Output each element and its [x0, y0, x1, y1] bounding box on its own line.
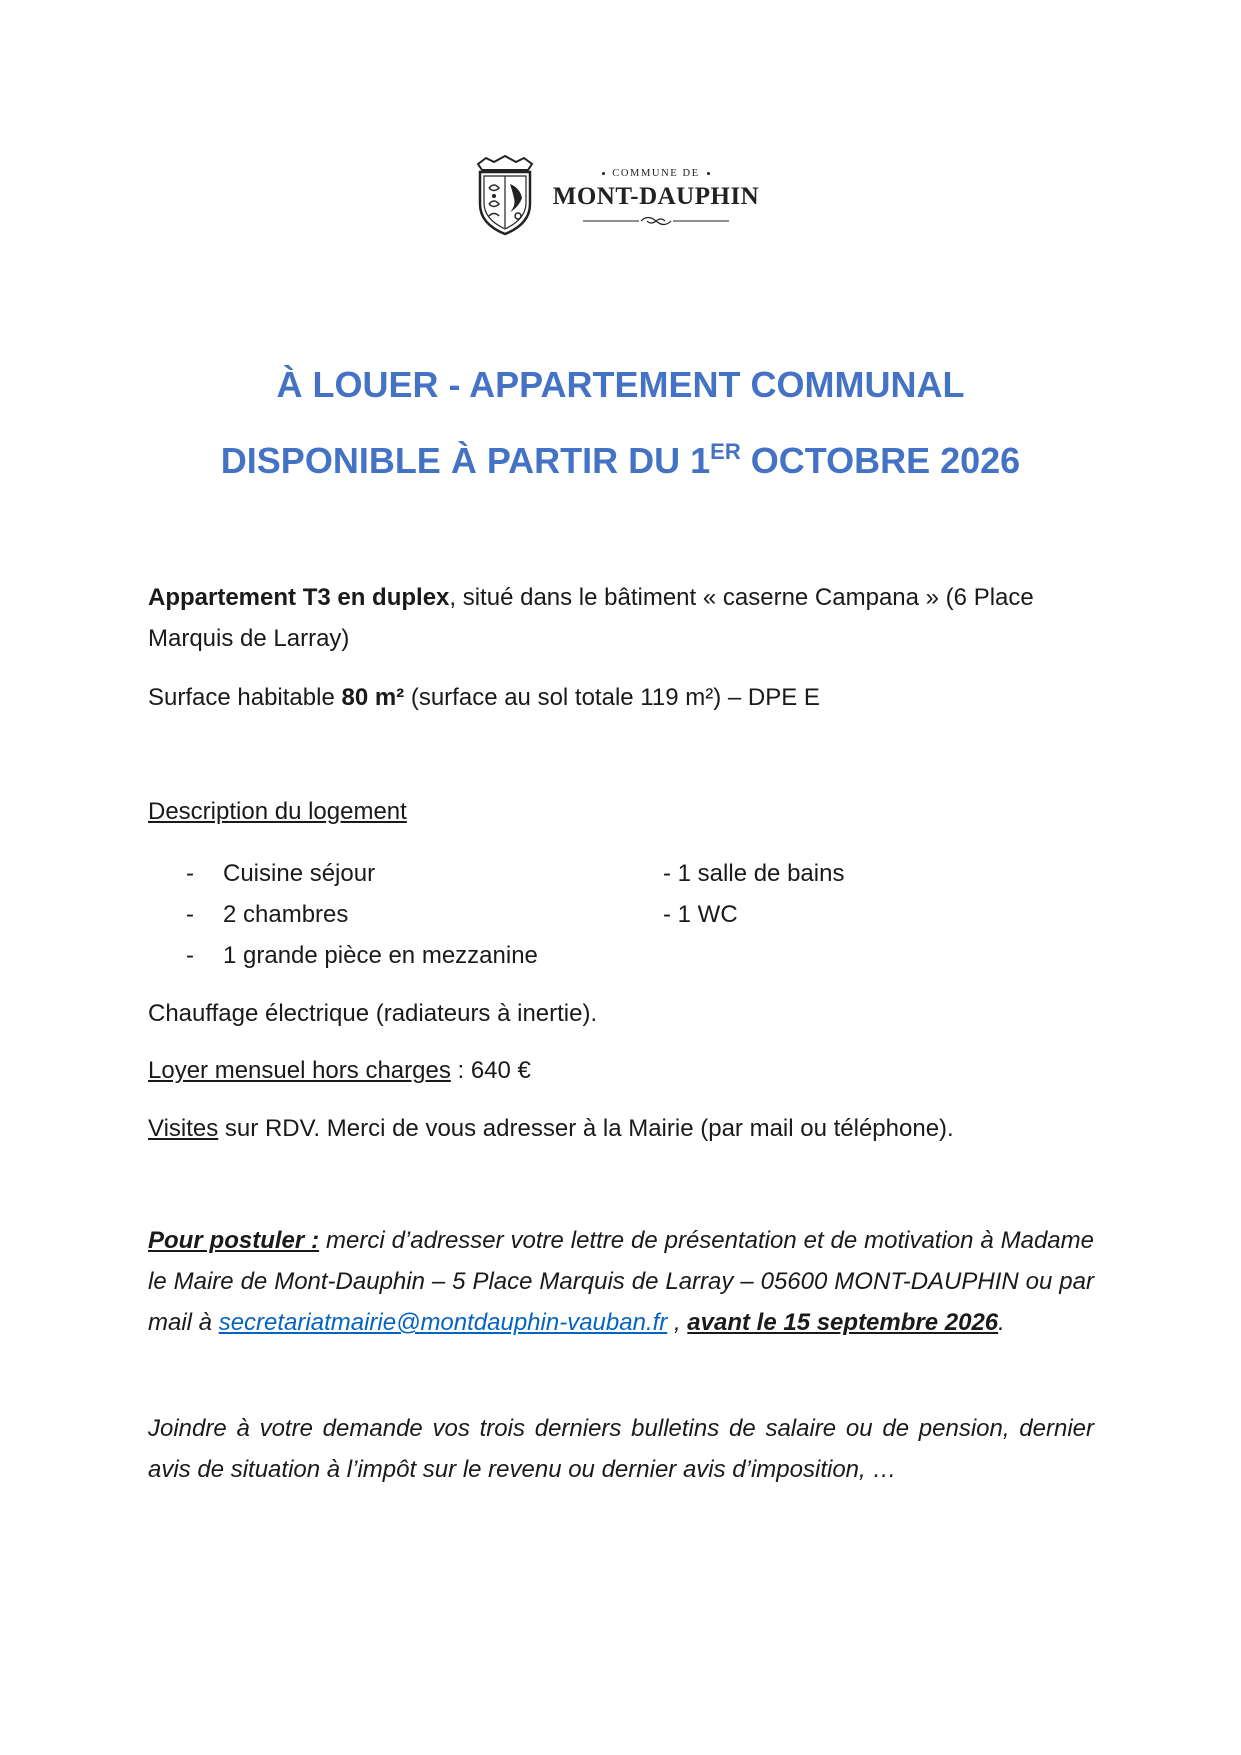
availability-title: DISPONIBLE À PARTIR DU 1ER OCTOBRE 2026	[220, 439, 1021, 481]
description-list	[148, 853, 948, 976]
dot-ornament	[707, 172, 710, 175]
rent-label: Loyer mensuel hors charges	[148, 1057, 451, 1084]
apply-label: Pour postuler :	[148, 1227, 320, 1254]
visits-line: Visites sur RDV. Merci de vous adresser à la Mairie (par mail ou téléphone).	[148, 1115, 954, 1142]
visits-label: Visites	[148, 1115, 219, 1142]
heating-line: Chauffage électrique (radiateurs à inertie).	[148, 1000, 598, 1027]
apartment-intro: Appartement T3 en duplex, situé dans le bâtiment « caserne Campana » (6 Place Marquis de Larray)	[148, 584, 1034, 652]
apply-paragraph: Pour postuler : merci d’adresser votre lettre de présentation et de motivation à Madame le Maire de Mont-Dauphin – 5 Place Marquis de Larray – 05600 MONT-DAUPHIN ou par mail à secretariatmairie@montdauphin-vauban.fr , avant le 15 septembre 2026.	[148, 1227, 1094, 1336]
commune-wordmark	[546, 168, 766, 228]
dot-ornament	[602, 172, 605, 175]
apartment-type: Appartement T3 en duplex	[148, 584, 450, 611]
coat-of-arms-icon	[474, 154, 536, 236]
rent-value: : 640 €	[450, 1057, 531, 1084]
list-item: - 2 chambres - 1 WC	[186, 901, 738, 928]
flourish-ornament	[581, 214, 731, 228]
surface-value: 80 m²	[341, 684, 405, 711]
commune-logo	[474, 150, 766, 238]
commune-label: COMMUNE DE	[612, 168, 700, 179]
commune-name: MONT-DAUPHIN	[552, 183, 760, 210]
attachments-paragraph: Joindre à votre demande vos trois derniers bulletins de salaire ou de pension, dernier avis de situation à l’impôt sur le revenu ou dernier avis d’imposition, …	[148, 1415, 1094, 1483]
surface-line: Surface habitable 80 m² (surface au sol totale 119 m²) – DPE E	[148, 684, 820, 711]
page-title: À LOUER - APPARTEMENT COMMUNAL	[276, 364, 965, 405]
list-item: - 1 grande pièce en mezzanine	[186, 942, 538, 969]
list-item: - Cuisine séjour - 1 salle de bains	[186, 860, 845, 887]
email-link[interactable]: secretariatmairie@montdauphin-vauban.fr	[218, 1309, 668, 1336]
rent-line	[148, 1050, 1094, 1091]
deadline: avant le 15 septembre 2026	[687, 1309, 999, 1336]
description-heading: Description du logement	[148, 798, 407, 825]
